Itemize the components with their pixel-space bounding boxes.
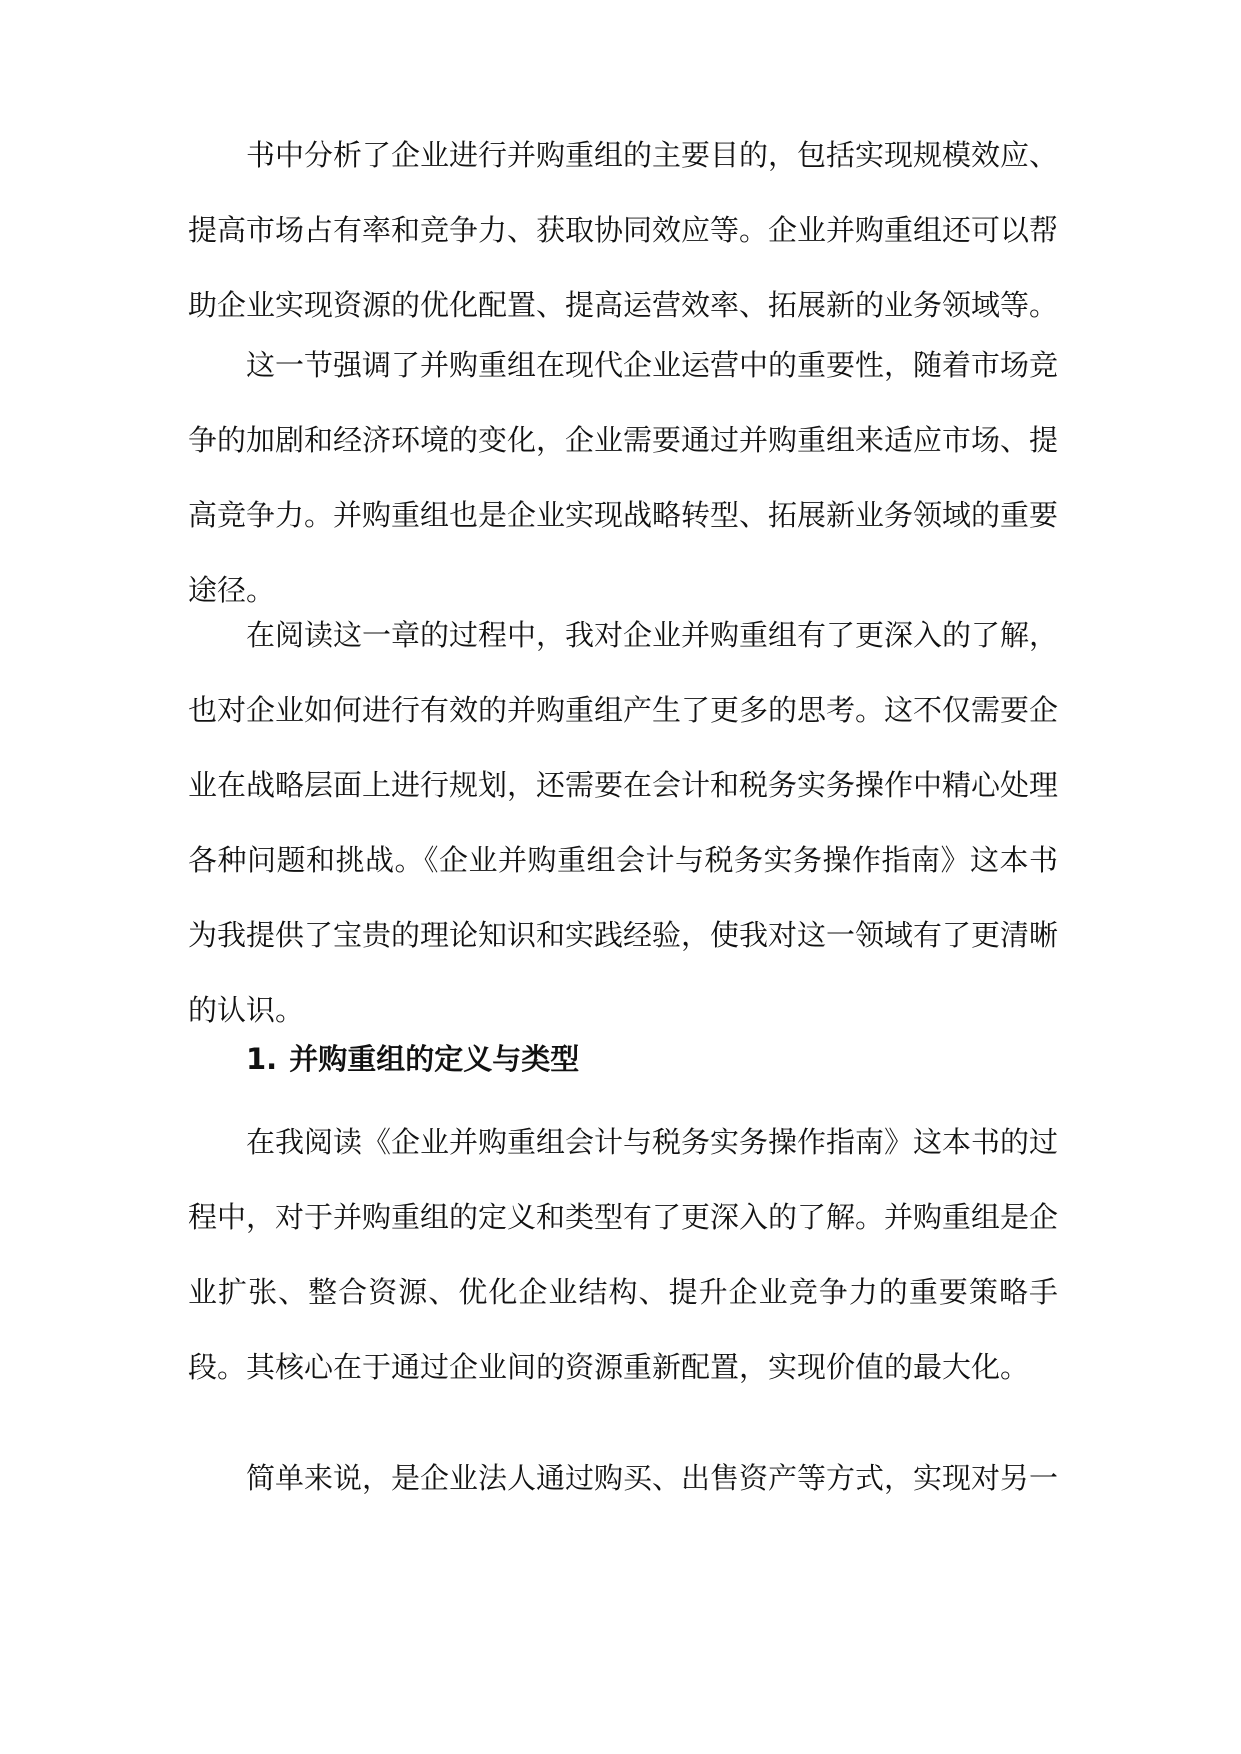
- paragraph-importance: 这一节强调了并购重组在现代企业运营中的重要性，随着市场竞争的加剧和经济环境的变化，企业需要通过并购重组来适应市场、提高竞争力。并购重组也是企业实现战略转型、拓展新业务领域的重要途径。: [188, 348, 1059, 607]
- section-title: 并购重组的定义与类型: [289, 1042, 580, 1076]
- paragraph-simple-explanation: 简单来说，是企业法人通过购买、出售资产等方式，实现对另一: [246, 1461, 1059, 1495]
- paragraph-purpose: 书中分析了企业进行并购重组的主要目的，包括实现规模效应、提高市场占有率和竞争力、获取协同效应等。企业并购重组还可以帮助企业实现资源的优化配置、提高运营效率、拓展新的业务领域等。: [188, 138, 1059, 322]
- section-number: 1.: [246, 1042, 278, 1076]
- paragraph-reflection: 在阅读这一章的过程中，我对企业并购重组有了更深入的了解，也对企业如何进行有效的并购重组产生了更多的思考。这不仅需要企业在战略层面上进行规划，还需要在会计和税务实务操作中精心处理各种问题和挑战。《企业并购重组会计与税务实务操作指南》这本书为我提供了宝贵的理论知识和实践经验，使我对这一领域有了更清晰的认识。: [188, 618, 1059, 1027]
- section-heading: [246, 1039, 579, 1079]
- paragraph-definition: 在我阅读《企业并购重组会计与税务实务操作指南》这本书的过程中，对于并购重组的定义和类型有了更深入的了解。并购重组是企业扩张、整合资源、优化企业结构、提升企业竞争力的重要策略手段。其核心在于通过企业间的资源重新配置，实现价值的最大化。: [188, 1125, 1059, 1384]
